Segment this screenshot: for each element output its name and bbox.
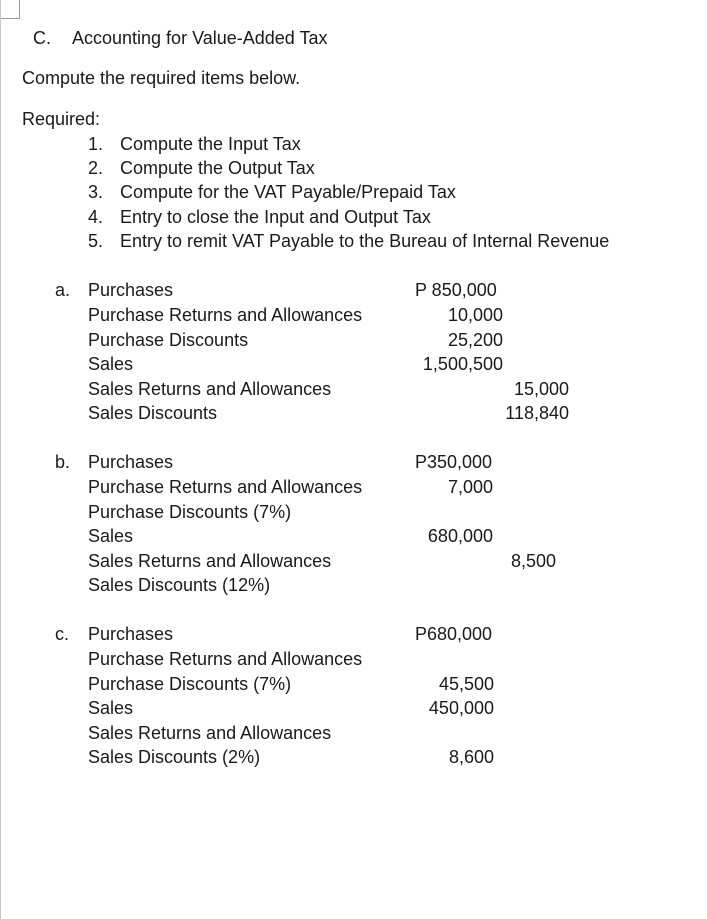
amount-value: 1,500,500 xyxy=(422,354,503,374)
required-item-text: Compute the Output Tax xyxy=(120,158,315,178)
line-item-label: Purchase Returns and Allowances xyxy=(88,305,363,325)
required-item-number: 1. xyxy=(88,134,104,154)
line-item-label: Purchases xyxy=(88,452,174,472)
amount-value: 7,000 xyxy=(447,477,493,497)
amount-value: 25,200 xyxy=(447,330,503,350)
required-item-number: 4. xyxy=(88,207,104,227)
amount-value: 10,000 xyxy=(447,305,503,325)
amount-value: 680,000 xyxy=(427,526,493,546)
section-letter: C. xyxy=(33,28,51,48)
case-letter: b. xyxy=(55,452,71,472)
required-item-text: Compute the Input Tax xyxy=(120,134,301,154)
line-item-label: Purchase Returns and Allowances xyxy=(88,477,363,497)
line-item-label: Sales Discounts (12%) xyxy=(88,575,271,595)
line-item-label: Purchases xyxy=(88,624,174,644)
line-item-label: Purchase Discounts (7%) xyxy=(88,502,292,522)
line-item-label: Sales Returns and Allowances xyxy=(88,379,332,399)
required-item-text: Compute for the VAT Payable/Prepaid Tax xyxy=(120,182,456,202)
line-item-label: Purchase Discounts xyxy=(88,330,249,350)
page-margin-rule xyxy=(0,0,1,919)
line-item-label: Purchase Returns and Allowances xyxy=(88,649,363,669)
line-item-label: Sales xyxy=(88,526,134,546)
amount-value: P350,000 xyxy=(415,452,493,472)
line-item-label: Purchase Discounts (7%) xyxy=(88,674,292,694)
line-item-label: Sales xyxy=(88,354,134,374)
amount-value: 118,840 xyxy=(505,403,569,423)
required-item-number: 2. xyxy=(88,158,104,178)
line-item-label: Purchases xyxy=(88,280,174,300)
required-item-text: Entry to remit VAT Payable to the Bureau of Internal Revenue xyxy=(120,231,610,251)
amount-value: 15,000 xyxy=(513,379,569,399)
line-item-label: Sales Discounts xyxy=(88,403,218,423)
instruction-text: Compute the required items below. xyxy=(22,68,301,88)
section-title: Accounting for Value-Added Tax xyxy=(72,28,328,48)
amount-value: 45,500 xyxy=(438,674,494,694)
amount-value: 8,500 xyxy=(510,551,556,571)
line-item-label: Sales xyxy=(88,698,134,718)
amount-value: P680,000 xyxy=(415,624,493,644)
page-corner-mark xyxy=(0,18,20,19)
amount-value: 450,000 xyxy=(428,698,494,718)
case-letter: a. xyxy=(55,280,71,300)
amount-value: P 850,000 xyxy=(415,280,497,300)
required-item-text: Entry to close the Input and Output Tax xyxy=(120,207,431,227)
page-corner-mark xyxy=(19,0,20,19)
amount-value: 8,600 xyxy=(448,747,494,767)
required-label: Required: xyxy=(22,109,101,129)
required-item-number: 5. xyxy=(88,231,104,251)
line-item-label: Sales Returns and Allowances xyxy=(88,551,332,571)
line-item-label: Sales Discounts (2%) xyxy=(88,747,261,767)
case-letter: c. xyxy=(55,624,70,644)
required-item-number: 3. xyxy=(88,182,104,202)
line-item-label: Sales Returns and Allowances xyxy=(88,723,332,743)
